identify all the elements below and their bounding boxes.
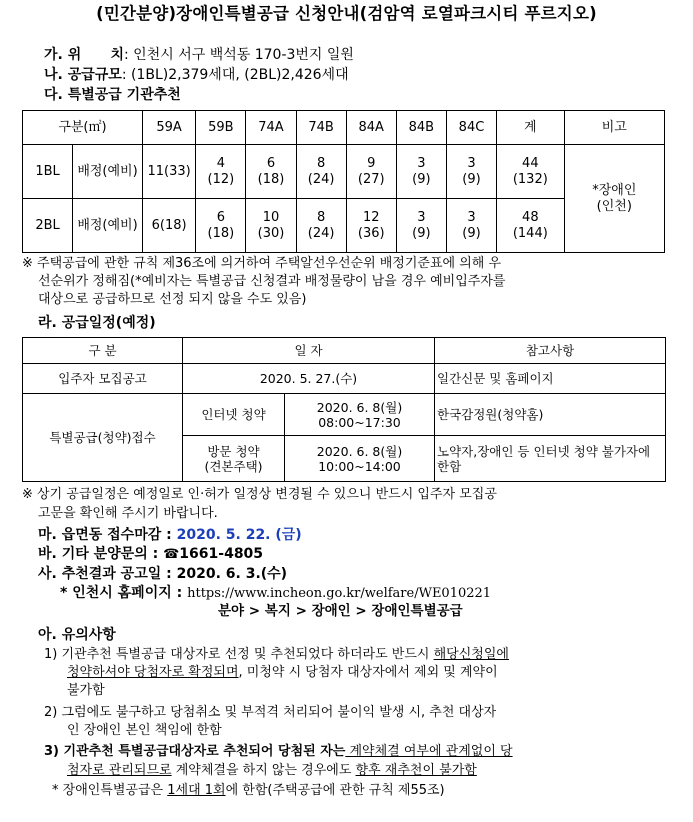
sched-row1-date: 2020. 5. 27.(수) — [183, 364, 435, 394]
alloc-header-84b: 84B — [396, 111, 446, 145]
location-label-text: 가. 위 치 — [44, 47, 125, 63]
deadline-value: 2020. 5. 22. (금) — [176, 527, 302, 543]
sched-row1-label: 입주자 모집공고 — [23, 364, 183, 394]
notice-1-line1 — [44, 646, 509, 663]
notice-3-bold: 3) 기관추천 특별공급대상자로 추천되어 당첨된 자는 — [44, 744, 346, 759]
notice-1-underline1: 해당신청일에 — [433, 647, 509, 662]
note2-line1: ※ 상기 공급일정은 예정일로 인·허가 일정상 변경될 수 있으니 반드시 입주자 모집공 — [22, 487, 497, 502]
contact-label: 바. 기타 분양문의 : — [38, 546, 164, 562]
alloc-header-remarks: 비고 — [564, 111, 664, 145]
alloc-block-2bl: 2BL — [23, 199, 73, 253]
contact-value: 1661-4805 — [179, 546, 264, 562]
alloc-header-total: 계 — [497, 111, 565, 145]
alloc-header-84a: 84A — [346, 111, 396, 145]
notice-1-line2 — [67, 664, 498, 681]
alloc-cell-total: 48 (144) — [497, 199, 565, 253]
alloc-cell: 3 (9) — [396, 199, 446, 253]
sched-row2-date2: 2020. 6. 8(월) 10:00~14:00 — [285, 436, 435, 482]
alloc-type-2bl: 배정(예비) — [73, 199, 143, 253]
alloc-cell: 3 (9) — [446, 199, 496, 253]
section-d-heading: 라. 공급일정(예정) — [38, 315, 156, 331]
homepage-label: * 인천시 홈페이지 : — [60, 585, 188, 601]
alloc-cell: 11(33) — [142, 145, 195, 199]
alloc-header-row — [23, 111, 665, 145]
alloc-cell-total: 44 (132) — [497, 145, 565, 199]
sched-header-row — [23, 338, 666, 364]
announce-label: 사. 추천결과 공고일 : — [38, 566, 177, 582]
alloc-type-1bl: 배정(예비) — [73, 145, 143, 199]
phone-icon: ☎ — [163, 547, 180, 562]
notice-4-underline: 1세대 1회 — [167, 783, 226, 798]
notice-2-line1: 2) 그럼에도 불구하고 당첨취소 및 부적격 처리되어 불이익 발생 시, 추천 대상자 — [44, 705, 497, 720]
notice-1-prefix: 1) 기관추천 특별공급 대상자로 선정 및 추천되었다 하더라도 반드시 — [44, 647, 434, 662]
notice-3-line2 — [67, 762, 477, 779]
table-row — [23, 145, 665, 199]
notice-4 — [52, 782, 445, 799]
alloc-remarks: *장애인 (인천) — [564, 145, 664, 253]
alloc-cell: 6 (18) — [246, 145, 296, 199]
notice-2-line2: 인 장애인 본인 책임에 한함 — [67, 723, 222, 738]
sched-row2-date1: 2020. 6. 8(월) 08:00~17:30 — [285, 394, 435, 436]
alloc-cell: 3 (9) — [446, 145, 496, 199]
notice-4-rest: 에 한함(주택공급에 관한 규칙 제55조) — [225, 783, 445, 798]
deadline-label: 마. 읍면동 접수마감 : — [38, 527, 177, 543]
schedule-table — [22, 337, 666, 482]
sched-row2-method2: 방문 청약 (견본주택) — [183, 436, 285, 482]
notice-1-rest: , 미청약 시 당첨자 대상자에서 제외 및 계약이 — [238, 665, 498, 680]
alloc-cell: 3 (9) — [396, 145, 446, 199]
alloc-header-category: 구분(㎡) — [23, 111, 143, 145]
notice-3-underline3: 향후 재추천이 불가함 — [355, 763, 477, 778]
deadline-row — [38, 527, 302, 545]
alloc-cell: 4 (12) — [196, 145, 246, 199]
notice-1-underline2: 청약하셔야 당첨자로 확정되며 — [67, 665, 239, 680]
section-c-heading: 다. 특별공급 기관추천 — [44, 87, 181, 103]
notice-1-line3: 불가함 — [67, 683, 105, 698]
scale-label — [44, 67, 349, 85]
allocation-table — [22, 110, 665, 253]
note1-line2: 선순위가 정해짐(*예비자는 특별공급 신청결과 배정물량이 남을 경우 예비입주자를 — [38, 274, 506, 289]
scale-label-text: 나. 공급규모 — [44, 67, 122, 83]
alloc-header-59b: 59B — [196, 111, 246, 145]
sched-row2-ref1: 한국감정원(청약홈) — [435, 394, 666, 436]
homepage-row — [60, 585, 491, 603]
notice-4-prefix: * 장애인특별공급은 — [52, 783, 168, 798]
note1-line3: 대상으로 공급하므로 선정 되지 않을 수도 있음) — [38, 292, 307, 307]
alloc-cell: 6 (18) — [196, 199, 246, 253]
sched-row2-method1: 인터넷 청약 — [183, 394, 285, 436]
announce-row — [38, 566, 287, 584]
sched-header-ref: 참고사항 — [435, 338, 666, 364]
location-value: : 인천시 서구 백석동 170-3번지 일원 — [124, 47, 354, 63]
section-e-heading: 아. 유의사항 — [38, 627, 116, 643]
alloc-cell: 8 (24) — [296, 145, 346, 199]
alloc-header-74a: 74A — [246, 111, 296, 145]
notice-3-underline1: 계약체결 여부에 관계없이 당 — [345, 744, 513, 759]
alloc-cell: 12 (36) — [346, 199, 396, 253]
scale-value: : (1BL)2,379세대, (2BL)2,426세대 — [121, 67, 349, 83]
alloc-cell: 8 (24) — [296, 199, 346, 253]
alloc-cell: 6(18) — [142, 199, 195, 253]
alloc-block-1bl: 1BL — [23, 145, 73, 199]
sched-header-category: 구 분 — [23, 338, 183, 364]
sched-header-date: 일 자 — [183, 338, 435, 364]
homepage-path: 분야 > 복지 > 장애인 > 장애인특별공급 — [218, 603, 463, 619]
alloc-header-84c: 84C — [446, 111, 496, 145]
homepage-url[interactable]: https://www.incheon.go.kr/welfare/WE010221 — [187, 586, 492, 601]
note2-line2: 고문을 확인해 주시기 바랍니다. — [38, 506, 218, 521]
notice-3-line1 — [44, 743, 513, 760]
alloc-cell: 10 (30) — [246, 199, 296, 253]
announce-value: 2020. 6. 3.(수) — [176, 566, 288, 582]
alloc-header-59a: 59A — [142, 111, 195, 145]
location-label — [44, 47, 354, 65]
alloc-header-74b: 74B — [296, 111, 346, 145]
note1-line1: ※ 주택공급에 관한 규칙 제36조에 의거하여 주택알선우선순위 배정기준표에 의해 우 — [22, 256, 502, 271]
page-title: (민간분양)장애인특별공급 신청안내(검암역 로열파크시티 푸르지오) — [96, 4, 597, 23]
notice-3-underline2: 첨자로 관리되므로 — [67, 763, 172, 778]
notice-3-rest: 계약체결을 하지 않는 경우에도 — [171, 763, 356, 778]
sched-row2-ref2: 노약자,장애인 등 인터넷 청약 불가자에 한함 — [435, 436, 666, 482]
sched-row2-label: 특별공급(청약)접수 — [23, 394, 183, 482]
table-row — [23, 394, 666, 436]
table-row — [23, 364, 666, 394]
contact-row — [38, 546, 263, 564]
sched-row1-ref: 일간신문 및 홈페이지 — [435, 364, 666, 394]
alloc-cell: 9 (27) — [346, 145, 396, 199]
